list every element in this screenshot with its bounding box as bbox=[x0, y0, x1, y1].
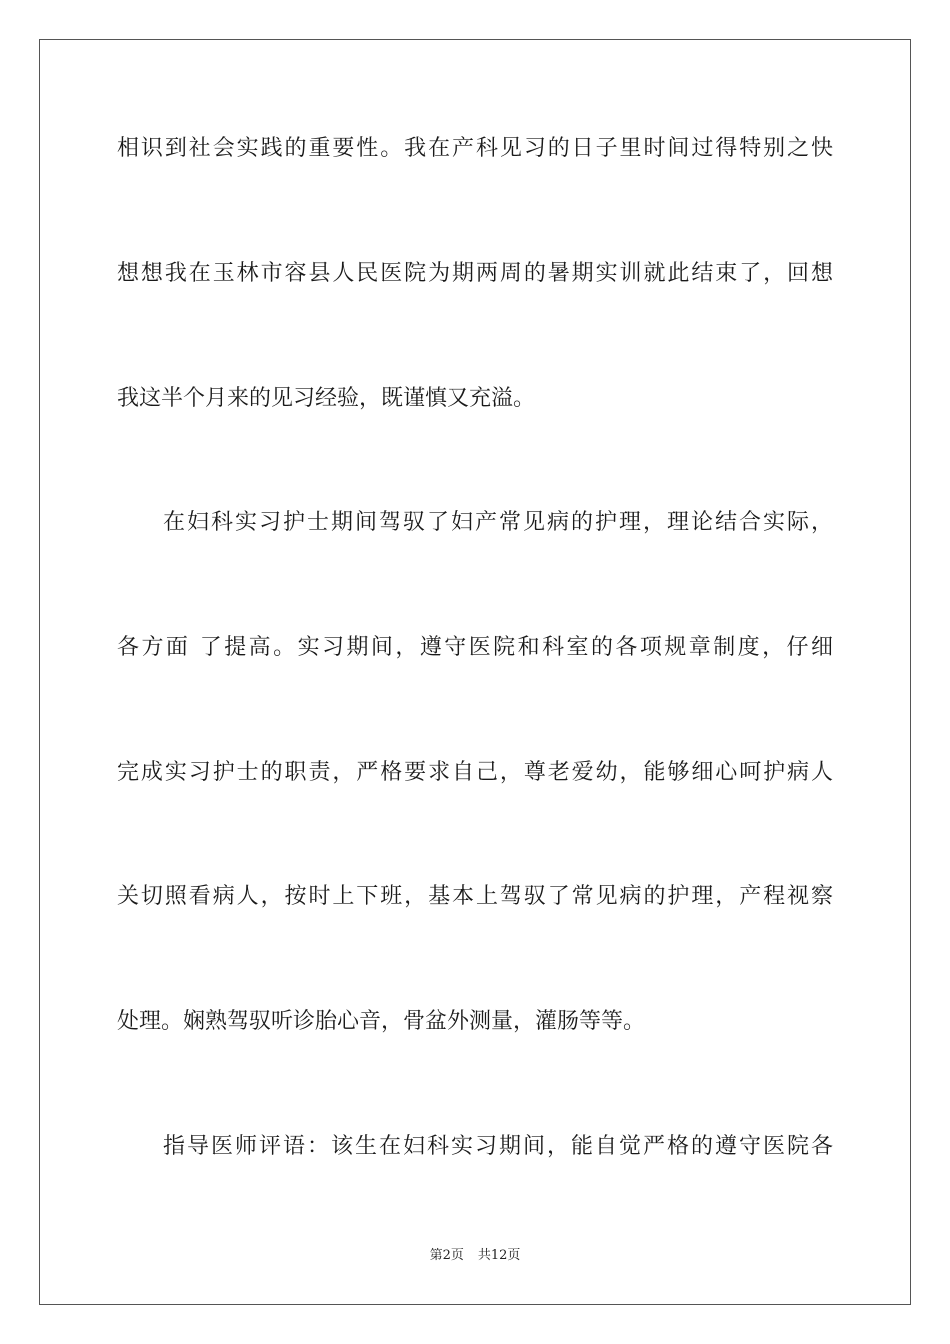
text-line-1: 相识到社会实践的重要性。我在产科见习的日子里时间过得特别之快 bbox=[117, 136, 833, 161]
text-line-8: 处理。娴熟驾驭听诊胎心音，骨盆外测量，灌肠等等。 bbox=[117, 1009, 646, 1034]
page-footer bbox=[0, 1247, 950, 1265]
text-line-7: 关切照看病人，按时上下班，基本上驾驭了常见病的护理，产程视察 bbox=[117, 884, 833, 909]
page-total: 共12页 bbox=[477, 1248, 521, 1263]
page-number: 第2页 bbox=[429, 1248, 464, 1263]
page-border bbox=[39, 39, 911, 1305]
text-line-5: 各方面 了提高。实习期间，遵守医院和科室的各项规章制度，仔细 bbox=[117, 635, 833, 660]
text-line-3: 我这半个月来的见习经验，既谨慎又充溢。 bbox=[117, 386, 536, 411]
text-line-9: 指导医师评语：该生在妇科实习期间，能自觉严格的遵守医院各 bbox=[163, 1134, 833, 1159]
text-line-2: 想想我在玉林市容县人民医院为期两周的暑期实训就此结束了，回想 bbox=[117, 261, 833, 286]
text-line-4: 在妇科实习护士期间驾驭了妇产常见病的护理，理论结合实际， bbox=[163, 510, 833, 535]
text-line-6: 完成实习护士的职责，严格要求自己，尊老爱幼，能够细心呵护病人 bbox=[117, 760, 833, 785]
